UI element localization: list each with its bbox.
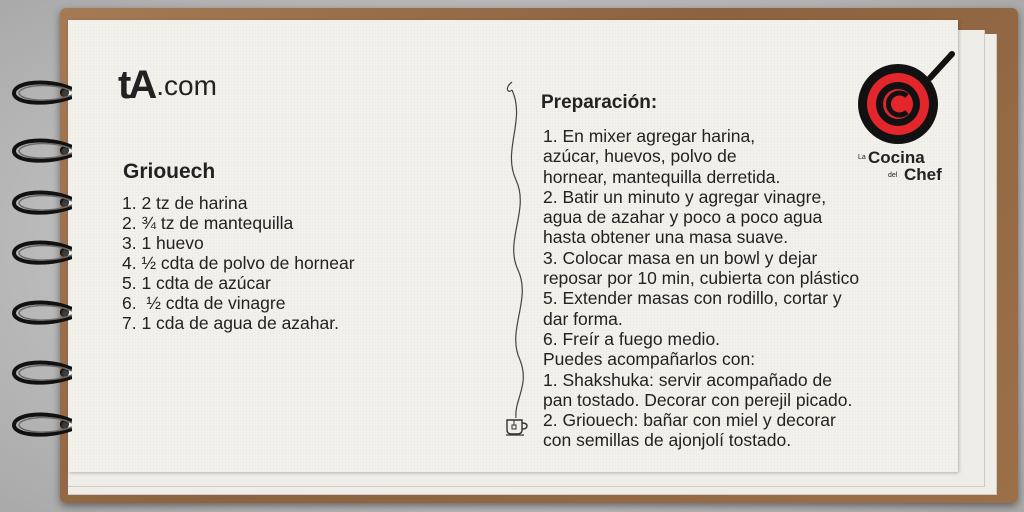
preparation-line: hornear, mantequilla derretida. [543,166,781,187]
preparation-line: Puedes acompañarlos con: [543,349,756,370]
logo-mark: tA [118,63,155,107]
preparation-line: 5. Extender masas con rodillo, cortar y [543,288,842,309]
preparation-line: azúcar, huevos, polvo de [543,146,737,167]
preparation-line: agua de azahar y poco a poco agua [543,207,823,228]
spiral-ring-icon [8,360,72,386]
preparation-line: 1. En mixer agregar harina, [543,126,756,146]
preparation-line: 2. Batir un minuto y agregar vinagre, [543,186,827,207]
preparation-line: reposar por 10 min, cubierta con plástico [543,268,860,289]
logo-domain: .com [156,70,217,101]
ingredient-item: 2. ¾ tz de mantequilla [122,213,294,233]
preparation-line: 6. Freír a fuego medio. [543,328,721,349]
preparation-line: dar forma. [543,308,623,329]
preparation-line: 2. Griouech: bañar con miel y decorar [543,410,836,431]
spiral-ring-icon [8,300,72,326]
site-logo [118,63,217,107]
ingredients-list [122,193,355,333]
tea-cup-icon [504,414,528,436]
cocina-del-chef-brand [858,148,954,188]
spiral-binding [0,0,90,512]
preparation-steps [543,126,859,451]
wavy-line-icon [500,80,540,420]
spiral-ring-icon [8,240,72,266]
preparation-line: pan tostado. Decorar con perejil picado. [543,389,853,410]
preparation-line: 1. Shakshuka: servir acompañado de [543,369,832,390]
ingredient-item: 4. ½ cdta de polvo de hornear [122,253,355,273]
preparation-line: con semillas de ajonjolí tostado. [543,430,792,451]
brand-cocina: Cocina [868,148,925,167]
ingredient-item: 3. 1 huevo [122,233,204,253]
ingredient-item: 5. 1 cdta de azúcar [122,273,271,293]
spiral-ring-icon [8,80,72,106]
spiral-ring-icon [8,412,72,438]
ingredient-item: 6. ½ cdta de vinagre [122,293,286,313]
spiral-ring-icon [8,190,72,216]
spiral-ring-icon [8,138,72,164]
preparation-line: hasta obtener una masa suave. [543,227,789,248]
preparation-title: Preparación: [541,92,658,113]
ingredient-item: 1. 2 tz de harina [122,193,248,213]
brand-chef: Chef [904,165,942,184]
ingredient-item: 7. 1 cda de agua de azahar. [122,313,339,333]
recipe-title: Griouech [123,160,216,183]
preparation-line: 3. Colocar masa en un bowl y dejar [543,247,818,268]
brand-la: La [858,154,866,161]
brand-del: del [888,172,898,179]
